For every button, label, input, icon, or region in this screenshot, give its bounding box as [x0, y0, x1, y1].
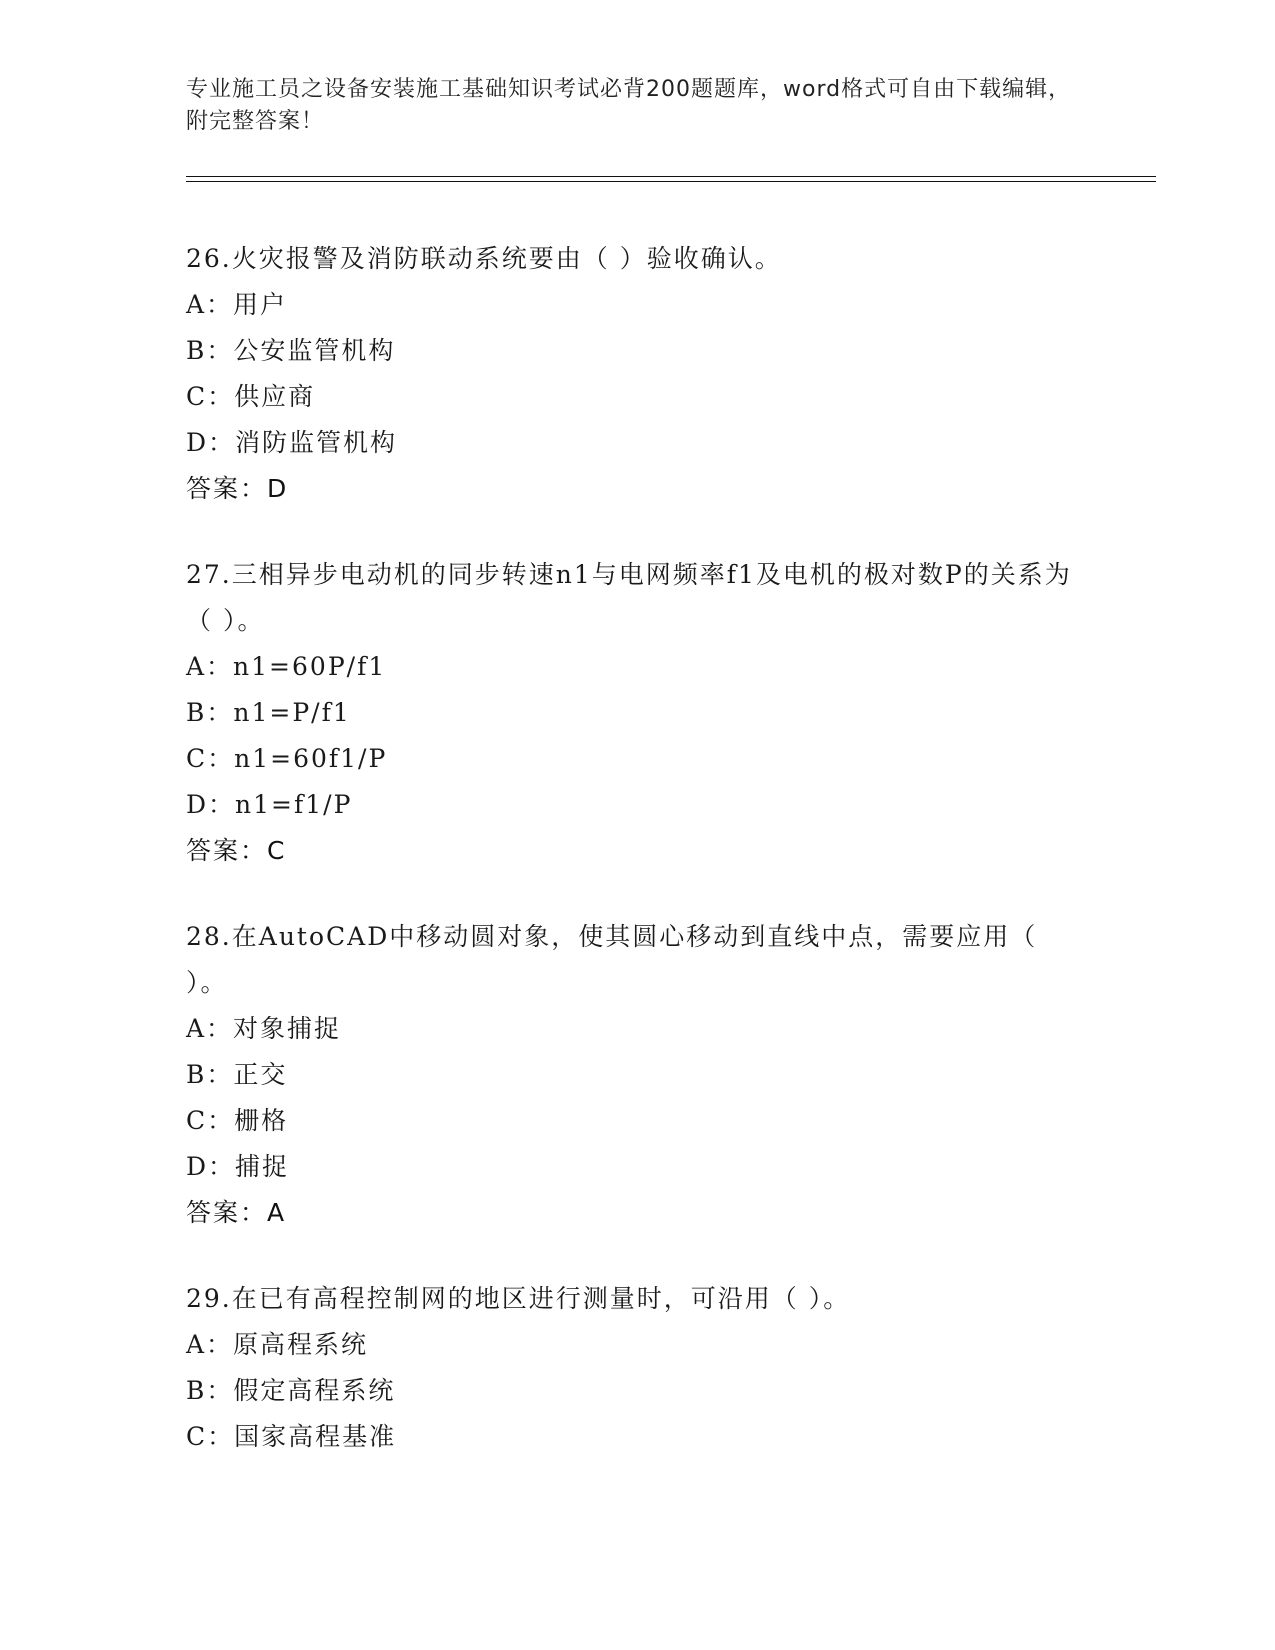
option-a: A：n1=60P/f1	[186, 652, 387, 681]
option-b: B：公安监管机构	[186, 336, 396, 365]
question-28	[186, 914, 1086, 1236]
question-stem: 29.在已有高程控制网的地区进行测量时，可沿用（ ）。	[186, 1284, 851, 1313]
question-stem: 27.三相异步电动机的同步转速n1与电网频率f1及电机的极对数P的关系为（ ）。	[186, 560, 1072, 635]
header-rule-top	[186, 176, 1156, 177]
option-b: B：n1=P/f1	[186, 698, 351, 727]
question-27	[186, 552, 1086, 874]
option-a: A：对象捕捉	[186, 1014, 342, 1043]
option-a: A：原高程系统	[186, 1330, 369, 1359]
document-header: 专业施工员之设备安装施工基础知识考试必背200题题库，word格式可自由下载编辑，附完整答案！	[186, 77, 1072, 134]
option-b: B：正交	[186, 1060, 288, 1089]
option-b: B：假定高程系统	[186, 1376, 396, 1405]
question-26	[186, 236, 1086, 512]
option-a: A：用户	[186, 290, 288, 319]
question-29	[186, 1276, 1086, 1460]
question-stem: 28.在AutoCAD中移动圆对象，使其圆心移动到直线中点，需要应用（ ）。	[186, 922, 1038, 997]
header-rule-bottom	[186, 181, 1156, 182]
option-d: D：消防监管机构	[186, 428, 398, 457]
option-c: C：国家高程基准	[186, 1422, 397, 1451]
option-c: C：n1=60f1/P	[186, 744, 388, 773]
option-d: D：n1=f1/P	[186, 790, 353, 819]
question-list	[186, 236, 1086, 1500]
option-c: C：栅格	[186, 1106, 289, 1135]
option-c: C：供应商	[186, 382, 316, 411]
answer-text: 答案：C	[186, 836, 287, 865]
question-stem: 26.火灾报警及消防联动系统要由（ ）验收确认。	[186, 244, 782, 273]
answer-text: 答案：A	[186, 1198, 287, 1227]
option-d: D：捕捉	[186, 1152, 290, 1181]
answer-text: 答案：D	[186, 474, 289, 503]
